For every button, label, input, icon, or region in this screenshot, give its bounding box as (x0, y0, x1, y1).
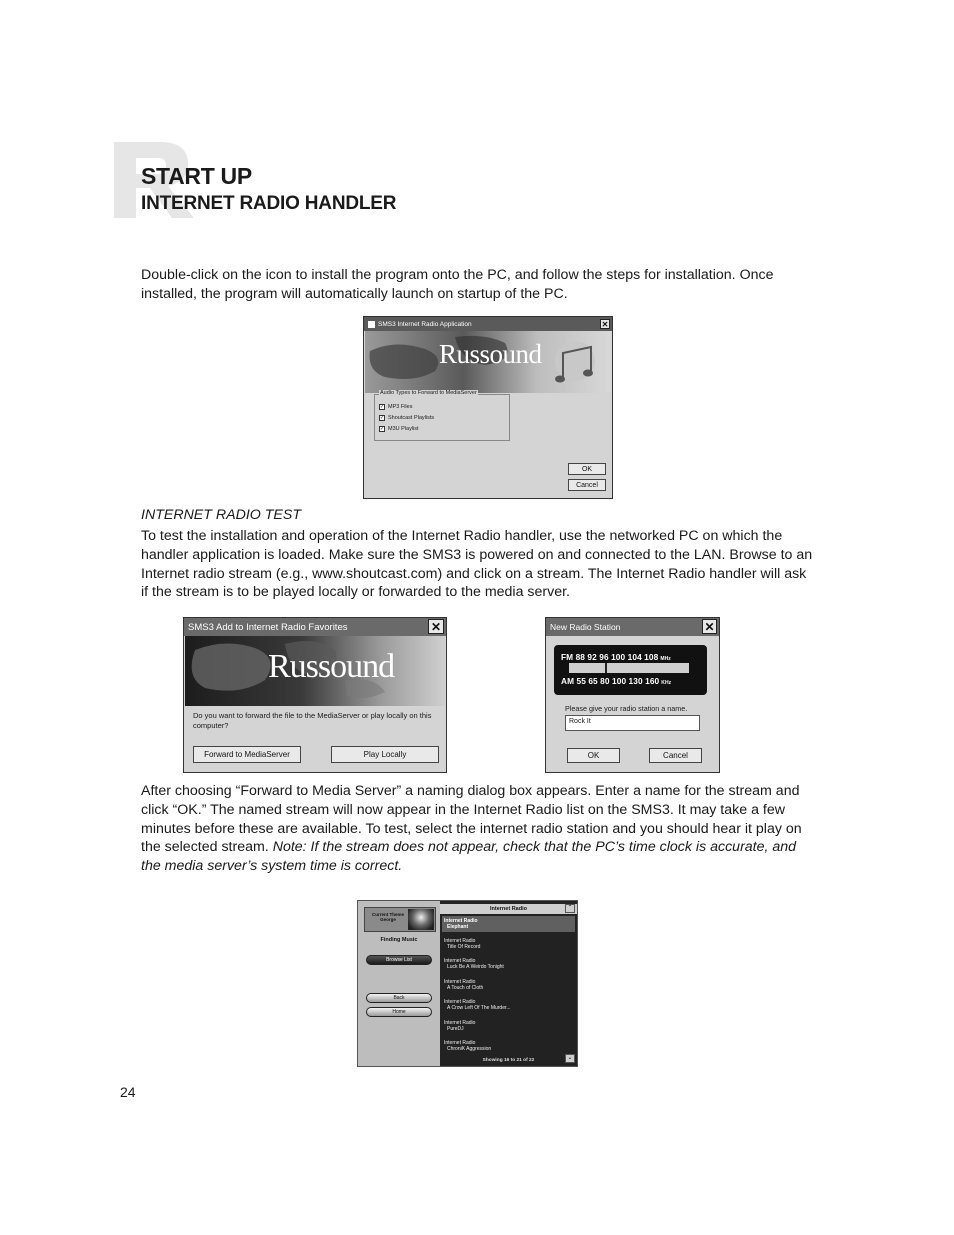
checkbox-label: M3U Playlist (388, 426, 419, 432)
browse-list-button[interactable]: Browse List (366, 955, 432, 965)
station-name-input[interactable]: Rock It (565, 715, 700, 731)
item-category: Internet Radio (444, 958, 476, 964)
list-item[interactable] (442, 938, 575, 950)
window-title: SMS3 Add to Internet Radio Favorites (188, 621, 348, 633)
internet-radio-list (440, 901, 577, 1066)
close-button[interactable]: ✕ (702, 619, 717, 634)
list-item[interactable] (442, 979, 575, 991)
test-paragraph: To test the installation and operation of the Internet Radio handler, use the networked PC on which the handler application is loaded. Make sure the SMS3 is powered on and connected to the LAN. Browse to an Internet radio stream (e.g., www.shoutcast.com) and click on a stream. The Internet Radio handler will ask if the stream is to be played locally or forwarded to the media server. (141, 528, 813, 601)
radio-dial-graphic (554, 645, 707, 695)
checkbox-label: MP3 Files (388, 404, 413, 410)
cancel-button[interactable]: Cancel (649, 748, 702, 763)
checkbox-shoutcast[interactable] (379, 415, 434, 421)
group-label: Audio Types to Forward to MediaServer (380, 390, 477, 396)
brand-logo: Russound (268, 648, 395, 685)
theme-image (408, 909, 434, 930)
tuning-dial (569, 663, 689, 673)
back-button[interactable]: Back (366, 993, 432, 1003)
list-item[interactable] (442, 916, 575, 932)
item-category: Internet Radio (444, 999, 476, 1005)
dial-needle (605, 663, 607, 673)
window-titlebar (184, 618, 446, 636)
item-category: Internet Radio (444, 1040, 476, 1046)
current-theme-badge (364, 907, 436, 932)
after-text: After choosing “Forward to Media Server” a naming dialog box appears. Enter a name for the stream and click “OK.” The named stream will now appear in the Internet Radio list on the SMS3. It may take a few minutes before these are available. To test, select the internet radio station and you should hear it play on the selected stream. (141, 783, 802, 856)
page-title: START UP (141, 163, 252, 189)
checkbox-m3u[interactable] (379, 426, 419, 432)
play-locally-button[interactable]: Play Locally (331, 746, 439, 763)
item-name: Luck Be A Weirdo Tonight (447, 964, 504, 970)
window-titlebar (546, 618, 719, 636)
checkmark-icon: ✓ (380, 426, 385, 432)
home-button[interactable]: Home (366, 1007, 432, 1017)
item-name: A Touch of Cloth (447, 985, 484, 991)
close-button[interactable]: ✕ (428, 619, 444, 634)
checkbox-mp3[interactable] (379, 404, 412, 410)
checkbox-label: Shoutcast Playlists (388, 415, 435, 421)
after-note: Note: If the stream does not appear, check that the PC’s time clock is accurate, and the media server’s system time is correct. (141, 839, 797, 875)
item-category: Internet Radio (444, 1020, 476, 1026)
checkmark-icon: ✓ (380, 404, 385, 410)
new-radio-station-window (545, 617, 720, 773)
theme-label: Current Theme George (371, 912, 404, 922)
list-item[interactable] (442, 958, 575, 970)
checkmark-icon: ✓ (380, 415, 385, 421)
am-scale (561, 676, 671, 686)
cancel-button[interactable]: Cancel (568, 479, 606, 491)
item-category: Internet Radio (444, 918, 478, 924)
audio-types-group (374, 390, 510, 441)
list-item[interactable] (442, 999, 575, 1011)
list-item[interactable] (442, 1020, 575, 1032)
forward-to-mediaserver-button[interactable]: Forward to MediaServer (193, 746, 301, 763)
window-title: New Radio Station (550, 622, 621, 632)
fm-scale (561, 652, 671, 662)
brand-logo: Russound (439, 339, 542, 369)
am-unit: KHz (661, 680, 672, 686)
fm-numbers: FM 88 92 96 100 104 108 (561, 652, 659, 662)
intro-paragraph: Double-click on the icon to install the program onto the PC, and follow the steps for installation. Once installed, the program will automatically launch on startup of the PC. (141, 267, 774, 302)
sms3-internet-radio-screen (357, 900, 578, 1067)
section-title: INTERNET RADIO TEST (141, 507, 302, 523)
window-titlebar (364, 317, 612, 331)
close-button[interactable]: ✕ (601, 319, 609, 329)
scroll-up-button[interactable]: ⌃ (565, 904, 575, 913)
am-numbers: AM 55 65 80 100 130 160 (561, 676, 660, 686)
finding-music-label: Finding Music (380, 937, 418, 943)
item-name: Title Of Record (447, 944, 481, 950)
item-name: Elephant (447, 924, 469, 930)
list-title: Internet Radio (440, 904, 577, 914)
internet-radio-application-window (363, 316, 613, 499)
scroll-down-button[interactable]: ⌄ (565, 1054, 575, 1063)
item-category: Internet Radio (444, 938, 476, 944)
list-footer: Showing 16 to 21 of 22 (482, 1058, 535, 1063)
left-panel (358, 901, 440, 1066)
after-paragraph (141, 782, 813, 876)
list-item[interactable] (442, 1040, 575, 1052)
fm-unit: MHz (660, 656, 671, 662)
page-number: 24 (120, 1084, 136, 1100)
window-title: SMS3 Internet Radio Application (378, 320, 472, 328)
station-name-prompt: Please give your radio station a name. (565, 704, 688, 713)
item-name: ChroniK Aggression (447, 1046, 492, 1052)
ok-button[interactable]: OK (568, 463, 606, 475)
page-subtitle: INTERNET RADIO HANDLER (141, 193, 397, 214)
item-name: A Crow Left Of The Murder... (447, 1005, 511, 1011)
item-category: Internet Radio (444, 979, 476, 985)
app-icon (368, 321, 375, 328)
ok-button[interactable]: OK (567, 748, 620, 763)
forward-question: Do you want to forward the file to the MediaServer or play locally on this computer? (193, 711, 432, 730)
add-favorites-window (183, 617, 447, 773)
item-name: PureDJ (447, 1026, 464, 1032)
